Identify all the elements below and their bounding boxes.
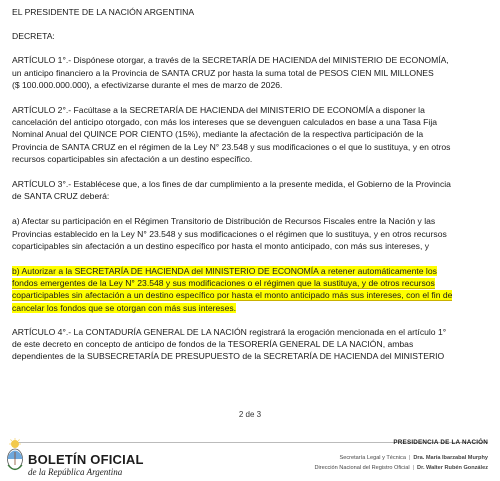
presidencia-label: PRESIDENCIA DE LA NACIÓN xyxy=(393,439,488,446)
article-3-item-b-highlighted xyxy=(12,265,486,314)
article-2-line: cancelación del anticipo otorgado, con más los intereses que se devenguen calculados en base a una Tasa Fija xyxy=(12,117,438,128)
article-1-line: ARTÍCULO 1°.- Dispónese otorgar, a través de la SECRETARÍA DE HACIENDA del MINISTERIO DE ECONOMÍA, xyxy=(12,55,449,66)
article-4-line: de este decreto en concepto de anticipo de fondos de la TESORERÍA GENERAL DE LA NACIÓN, ambas xyxy=(12,339,414,350)
footer-office: Dirección Nacional del Registro Oficial xyxy=(314,465,410,471)
article-2-line: Provincia de SANTA CRUZ en el régimen de la Ley N° 23.548 y sus modificaciones o el que lo sustituya, y en otros xyxy=(12,141,451,152)
decreta-heading: DECRETA: xyxy=(12,31,55,42)
boletin-oficial-logo-title: BOLETÍN OFICIAL xyxy=(28,452,144,467)
article-2-line: recursos coparticipables sin afectación a un destino específico. xyxy=(12,153,253,164)
highlighted-text: b) Autorizar a la SECRETARÍA DE HACIENDA del MINISTERIO DE ECONOMÍA a retener automáticamente los xyxy=(12,266,437,277)
article-2-line: ARTÍCULO 2°.- Facúltase a la SECRETARÍA DE HACIENDA del MINISTERIO DE ECONOMÍA a disponer la xyxy=(12,105,425,116)
footer-office: Secretaría Legal y Técnica xyxy=(339,455,406,461)
article-4-line: ARTÍCULO 4°.- La CONTADURÍA GENERAL DE LA NACIÓN registrará la erogación mencionada en el artículo 1° xyxy=(12,326,447,337)
decree-body xyxy=(12,6,486,362)
item-a-line: a) Afectar su participación en el Régimen Transitorio de Distribución de Recursos Fiscales entre la Nación y las xyxy=(12,216,436,227)
article-3-item-a xyxy=(12,215,486,252)
decree-header: EL PRESIDENTE DE LA NACIÓN ARGENTINA xyxy=(12,7,195,17)
item-a-line: coparticipables sin afectación a un destino específico por hasta el monto anticipado, con más sus intereses, y xyxy=(12,240,430,251)
highlighted-text: cancelar los fondos que se otorgan con más sus intereses. xyxy=(12,302,237,313)
article-3-line: ARTÍCULO 3°.- Establécese que, a los fines de dar cumplimiento a la presente medida, el Gobierno de la Provincia xyxy=(12,179,451,190)
item-a-line: Provincias establecido en la Ley N° 23.548 y sus modificaciones o el régimen que lo sustituya, y en otros recursos xyxy=(12,228,447,239)
argentina-coat-of-arms-icon xyxy=(6,438,24,474)
footer-signatory-1: Secretaría Legal y Técnica | Dra. María Ibarzabal Murphy xyxy=(339,455,488,461)
article-4 xyxy=(12,326,486,363)
article-4-line: dependientes de la SUBSECRETARÍA DE PRESUPUESTO de la SECRETARÍA DE HACIENDA del MINISTERIO xyxy=(12,351,445,362)
boletin-oficial-logo-subtitle: de la República Argentina xyxy=(28,467,123,477)
highlighted-text: fondos emergentes de la Ley N° 23.548 y sus modificaciones o el régimen que la sustituya, y de otros recursos xyxy=(12,278,435,289)
highlighted-text: coparticipables sin afectación a un destino específico por hasta el monto anticipado más sus intereses, con el fin de xyxy=(12,290,453,301)
footer-official-name: Dr. Walter Rubén González xyxy=(417,465,488,471)
article-2-line: Nominal Anual del QUINCE POR CIENTO (15%), mediante la afectación de la respectiva participación de la xyxy=(12,129,424,140)
article-2 xyxy=(12,104,486,165)
article-3 xyxy=(12,178,486,202)
article-1-line: un anticipo financiero a la Provincia de SANTA CRUZ por hasta la suma total de PESOS CIEN MIL MILLONES xyxy=(12,67,434,78)
article-1 xyxy=(12,54,486,91)
article-3-line: de SANTA CRUZ deberá: xyxy=(12,191,110,202)
page-footer xyxy=(0,430,500,481)
footer-signatory-2: Dirección Nacional del Registro Oficial | Dr. Walter Rubén González xyxy=(314,465,488,471)
article-1-line: ($ 100.000.000.000), a efectivizarse durante el mes de marzo de 2026. xyxy=(12,79,283,90)
footer-official-name: Dra. María Ibarzabal Murphy xyxy=(413,455,488,461)
page-number: 2 de 3 xyxy=(238,410,262,419)
